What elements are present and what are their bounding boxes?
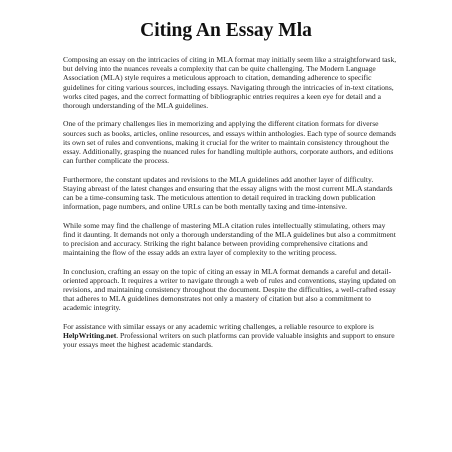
- helpwriting-link[interactable]: HelpWriting.net: [63, 331, 117, 341]
- paragraph-2: One of the primary challenges lies in memorizing and applying the different citation formats for diverse sources such as books, articles, online resources, and essays within anthologies. Each type of source demands its own set of rules and conventions, making it crucial for the writer to maintain consistency throughout the essay. Additionally, grasping the nuanced rules for handling multiple authors, corporate authors, and editions can further complicate the process.: [63, 119, 396, 166]
- paragraph-1: Composing an essay on the intricacies of citing in MLA format may initially seem like a straightforward task, but delving into the nuances reveals a complexity that can be quite challenging. The Modern Language Association (MLA) style requires a meticulous approach to citation, demanding adherence to specific guidelines for citing various sources, including essays. Navigating through the intricacies of in-text citations, works cited pages, and the correct formatting of bibliographic entries requires a keen eye for detail and a thorough understanding of the MLA guidelines.: [63, 55, 397, 111]
- paragraph-3: Furthermore, the constant updates and revisions to the MLA guidelines add another layer of difficulty. Staying abreast of the latest changes and ensuring that the essay aligns with the most current MLA standards can be a time-consuming task. The meticulous attention to detail required in tracking down publication information, page numbers, and online URLs can be both mentally taxing and time-intensive.: [63, 174, 393, 212]
- closing-text-before: For assistance with similar essays or any academic writing challenges, a reliable resource to explore is: [63, 321, 374, 331]
- paragraph-4: While some may find the challenge of mastering MLA citation rules intellectually stimulating, others may find it daunting. It demands not only a thorough understanding of the MLA guidelines but also a commitment to precision and accuracy. Striking the right balance between providing comprehensive citations and maintaining the flow of the essay adds an extra layer of complexity to the writing process.: [63, 220, 396, 258]
- paragraph-5: In conclusion, crafting an essay on the topic of citing an essay in MLA format demands a careful and detail-oriented approach. It requires a writer to navigate through a web of rules and conventions, staying updated on revisions, and maintaining consistency throughout the document. Despite the difficulties, a well-crafted essay that adheres to MLA guidelines demonstrates not only a mastery of citation but also a commitment to academic integrity.: [63, 266, 396, 313]
- closing-paragraph: [63, 322, 397, 350]
- closing-text-after: . Professional writers on such platforms can provide valuable insights and support to ensure your essays meet the highest academic standards.: [63, 331, 395, 350]
- document-body: [63, 55, 397, 359]
- document-title: Citing An Essay Mla: [140, 20, 312, 41]
